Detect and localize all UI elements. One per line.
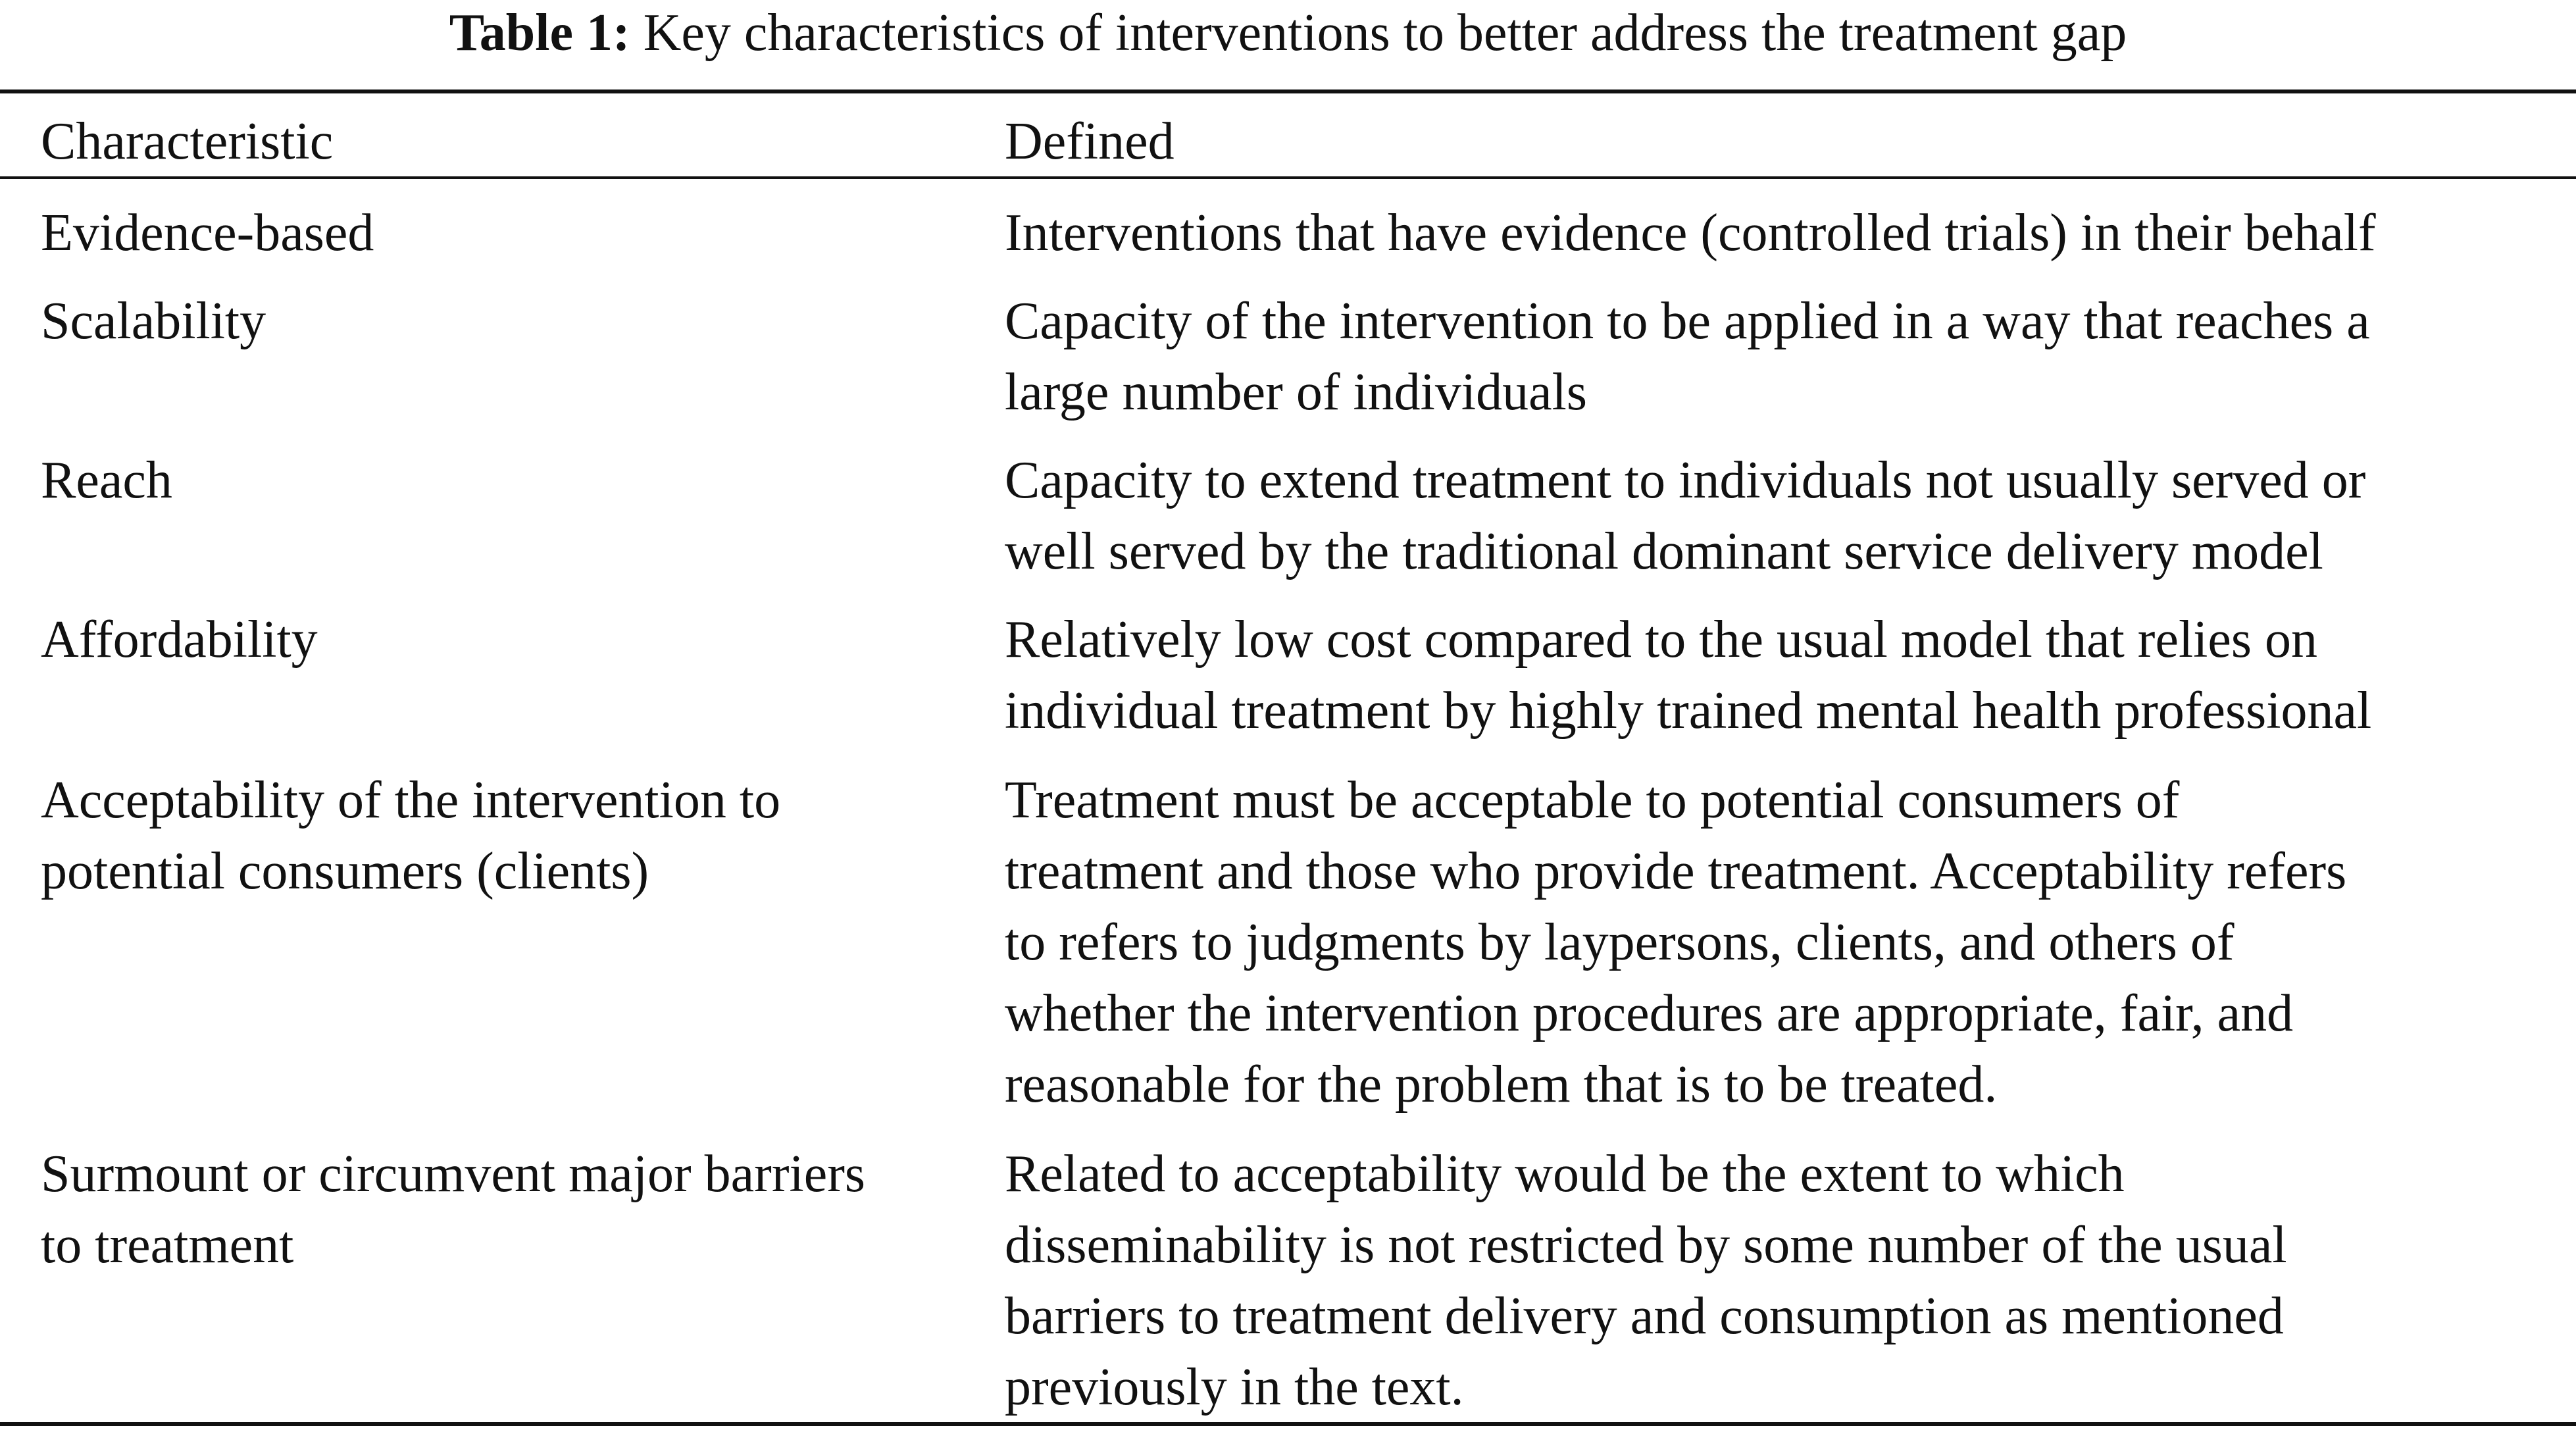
- definition-line: to refers to judgments by laypersons, clients, and others of: [1005, 913, 2235, 971]
- definition-line: large number of individuals: [1005, 363, 1587, 421]
- definition-line: Treatment must be acceptable to potential consumers of: [1005, 771, 2180, 829]
- table-header-row: [0, 112, 2576, 171]
- definition-line: disseminability is not restricted by some number of the usual: [1005, 1216, 2287, 1274]
- row-definition: [1005, 286, 2571, 428]
- table-bottom-rule: [0, 1422, 2576, 1426]
- table-caption-text: Key characteristics of interventions to better address the treatment gap: [643, 4, 2127, 62]
- definition-line: Interventions that have evidence (controlled trials) in their behalf: [1005, 204, 2376, 262]
- characteristic-line: Scalability: [41, 292, 266, 350]
- table-caption-label: Table 1:: [449, 4, 630, 62]
- definition-line: barriers to treatment delivery and consumption as mentioned: [1005, 1287, 2284, 1345]
- row-characteristic: [41, 197, 988, 268]
- row-characteristic: [41, 1138, 988, 1281]
- characteristic-line: Affordability: [41, 611, 318, 669]
- definition-line: Relatively low cost compared to the usual model that relies on: [1005, 611, 2318, 669]
- table-header-rule: [0, 176, 2576, 179]
- characteristic-line: Acceptability of the intervention to: [41, 771, 781, 829]
- table-caption: [0, 0, 2576, 72]
- row-definition: [1005, 445, 2571, 587]
- row-definition: [1005, 1138, 2571, 1423]
- definition-line: whether the intervention procedures are appropriate, fair, and: [1005, 984, 2294, 1042]
- definition-line: Capacity of the intervention to be applied in a way that reaches a: [1005, 292, 2370, 350]
- definition-line: treatment and those who provide treatment. Acceptability refers: [1005, 842, 2347, 900]
- header-characteristic: Characteristic: [41, 113, 334, 170]
- characteristic-line: Evidence-based: [41, 204, 374, 262]
- characteristic-line: Reach: [41, 451, 172, 509]
- definition-line: well served by the traditional dominant service delivery model: [1005, 523, 2323, 580]
- row-characteristic: [41, 445, 988, 516]
- row-characteristic: [41, 286, 988, 357]
- header-defined: Defined: [1005, 113, 1174, 170]
- definition-line: Capacity to extend treatment to individuals not usually served or: [1005, 451, 2366, 509]
- definition-line: reasonable for the problem that is to be treated.: [1005, 1056, 1998, 1113]
- definition-line: previously in the text.: [1005, 1358, 1464, 1416]
- row-characteristic: [41, 604, 988, 675]
- definition-line: Related to acceptability would be the extent to which: [1005, 1145, 2125, 1203]
- table-top-rule: [0, 90, 2576, 93]
- row-definition: [1005, 765, 2571, 1120]
- row-characteristic: [41, 765, 988, 907]
- characteristic-line: potential consumers (clients): [41, 842, 649, 900]
- characteristic-line: Surmount or circumvent major barriers: [41, 1145, 865, 1203]
- characteristic-line: to treatment: [41, 1216, 294, 1274]
- definition-line: individual treatment by highly trained mental health professional: [1005, 682, 2372, 740]
- row-definition: [1005, 197, 2571, 268]
- row-definition: [1005, 604, 2571, 746]
